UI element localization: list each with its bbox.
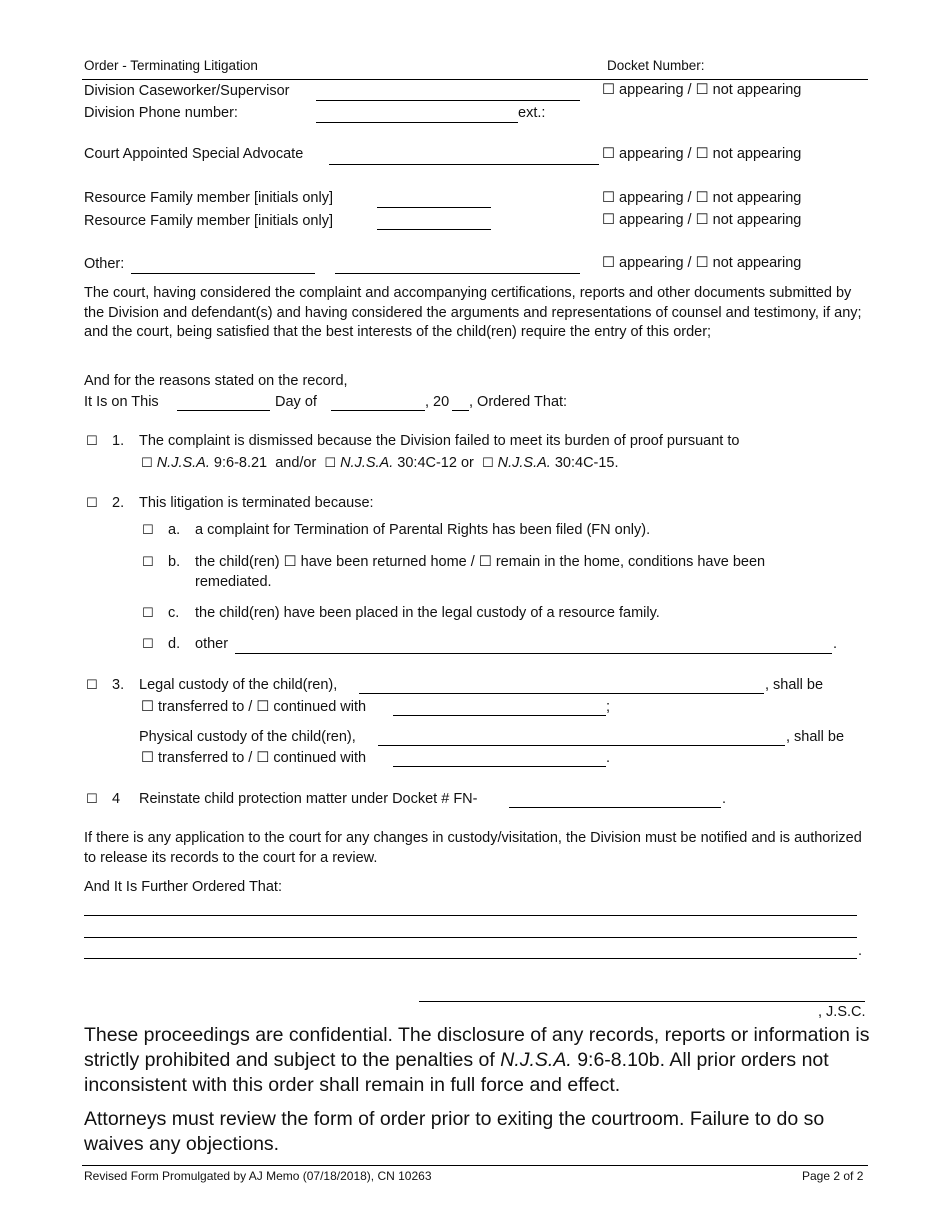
cite2-checkbox[interactable]: ☐ [324,456,337,471]
legal-shall-be: , shall be [765,677,824,693]
year-prefix: , 20 [425,394,450,410]
legal-custody-to-field[interactable] [393,715,606,716]
resource1-field[interactable] [377,207,491,208]
header-rule [82,79,868,80]
other-name-field[interactable] [131,273,315,274]
further-ordered: And It Is Further Ordered That: [84,879,282,895]
item3-number: 3. [112,677,125,693]
legal-custody-label: Legal custody of the child(ren), [139,677,338,693]
item2b-text-cont: remediated. [195,574,272,590]
day-of: Day of [275,394,317,410]
item1-citations [141,455,619,471]
it-is-on-this: It Is on This [84,394,159,410]
cite1-checkbox[interactable]: ☐ [141,456,153,471]
footer-page: Page 2 of 2 [802,1169,864,1183]
phone-label: Division Phone number: [84,105,238,121]
ordered-that: , Ordered That: [469,394,568,410]
footer-revised: Revised Form Promulgated by AJ Memo (07/18/2018), CN 10263 [84,1169,432,1183]
item2c-letter: c. [168,605,180,621]
njsa-2: N.J.S.A. [340,455,394,471]
andor: and/or [275,455,317,471]
confidential-njsa: N.J.S.A. [500,1049,572,1071]
judge-signature-line[interactable] [419,1001,865,1002]
item2d-checkbox[interactable]: ☐ [142,637,154,652]
legal-transfer-options[interactable]: ☐ transferred to / ☐ continued with [141,699,367,715]
item2-number: 2. [112,495,125,511]
physical-shall-be: , shall be [786,729,845,745]
casa-appearing[interactable]: ☐ appearing / ☐ not appearing [602,146,802,162]
day-field[interactable] [177,410,270,411]
ext-label: ext.: [518,105,546,121]
item2a-checkbox[interactable]: ☐ [142,523,154,538]
item4-checkbox[interactable]: ☐ [86,792,98,807]
resource2-field[interactable] [377,229,491,230]
item1-number: 1. [112,433,125,449]
physical-period: . [606,750,611,766]
confidential-text: These proceedings are confidential. The disclosure of any records, reports or information is strictly prohibited and subject to the penalties of [84,1024,870,1071]
njsa-1: N.J.S.A. [156,455,210,471]
cite3-checkbox[interactable]: ☐ [481,456,494,471]
further-end: . [858,943,863,959]
item3-checkbox[interactable]: ☐ [86,678,98,693]
further-line-3[interactable] [84,958,857,959]
item1-checkbox[interactable]: ☐ [86,434,98,449]
caseworker-appearing[interactable]: ☐ appearing / ☐ not appearing [602,82,802,98]
confidential-cite: 9:6-8.10b. [577,1049,666,1071]
month-field[interactable] [331,410,425,411]
prior-orders: All prior orders not inconsistent with this order shall remain in full force and effect. [84,1049,829,1096]
item2b-checkbox[interactable]: ☐ [142,555,154,570]
item2d-field[interactable] [235,653,832,654]
jsc-label: , J.S.C. [818,1004,866,1020]
item4-number: 4 [112,791,121,807]
item2d-text: other [195,636,229,652]
cite2: 30:4C-12 [397,455,457,471]
item2c-text: the child(ren) have been placed in the legal custody of a resource family. [195,605,660,621]
attorneys-notice: Attorneys must review the form of order prior to exiting the courtroom. Failure to do so waives any objections. [84,1108,825,1155]
reasons-line: And for the reasons stated on the record, [84,373,348,389]
confidential-notice [84,1023,874,1098]
item2d-letter: d. [168,636,181,652]
or: or [460,455,474,471]
phone-field[interactable] [316,122,518,123]
other-label: Other: [84,256,125,272]
item2-checkbox[interactable]: ☐ [86,496,98,511]
cite3: 30:4C-15. [554,455,619,471]
legal-semicolon: ; [606,699,611,715]
item2-text: This litigation is terminated because: [139,495,374,511]
item1-text: The complaint is dismissed because the Division failed to meet its burden of proof pursuant to [139,433,740,449]
resource2-label: Resource Family member [initials only] [84,213,333,229]
physical-custody-children-field[interactable] [378,745,785,746]
further-line-2[interactable] [84,937,857,938]
resource1-label: Resource Family member [initials only] [84,190,333,206]
physical-custody-label: Physical custody of the child(ren), [139,729,356,745]
item2a-text: a complaint for Termination of Parental Rights has been filed (FN only). [195,522,651,538]
docket-label: Docket Number: [607,58,705,73]
cite1: 9:6-8.21 [213,455,268,471]
resource2-appearing[interactable]: ☐ appearing / ☐ not appearing [602,212,802,228]
preamble: The court, having considered the complaint and accompanying certifications, reports and other documents submitted by the Division and defendant(s) and having considered the arguments and representations of counsel and testimony, if any; and the court, being satisfied that the best interests of the child(ren) require the entry of this order; [84,285,862,340]
njsa-3: N.J.S.A. [497,455,551,471]
legal-custody-children-field[interactable] [359,693,764,694]
caseworker-label: Division Caseworker/Supervisor [84,83,290,99]
physical-custody-to-field[interactable] [393,766,606,767]
item2b-letter: b. [168,554,181,570]
year-field[interactable] [452,410,469,411]
item4-period: . [722,791,727,807]
item2b-text: the child(ren) ☐ have been returned home / ☐ remain in the home, conditions have been [195,554,766,570]
further-line-1[interactable] [84,915,857,916]
physical-transfer-options[interactable]: ☐ transferred to / ☐ continued with [141,750,367,766]
footer-rule [82,1165,868,1166]
item2a-letter: a. [168,522,181,538]
resource1-appearing[interactable]: ☐ appearing / ☐ not appearing [602,190,802,206]
casa-label: Court Appointed Special Advocate [84,146,304,162]
form-title: Order - Terminating Litigation [84,58,258,73]
item2d-end: . [833,636,838,652]
docket-fn-field[interactable] [509,807,721,808]
notice: If there is any application to the court for any changes in custody/visitation, the Division must be notified and is authorized to release its records to the court for a review. [84,830,862,866]
other-role-field[interactable] [335,273,580,274]
casa-field[interactable] [329,164,599,165]
caseworker-field[interactable] [316,100,580,101]
other-appearing[interactable]: ☐ appearing / ☐ not appearing [602,255,802,271]
item4-text: Reinstate child protection matter under Docket # FN- [139,791,478,807]
item2c-checkbox[interactable]: ☐ [142,606,154,621]
